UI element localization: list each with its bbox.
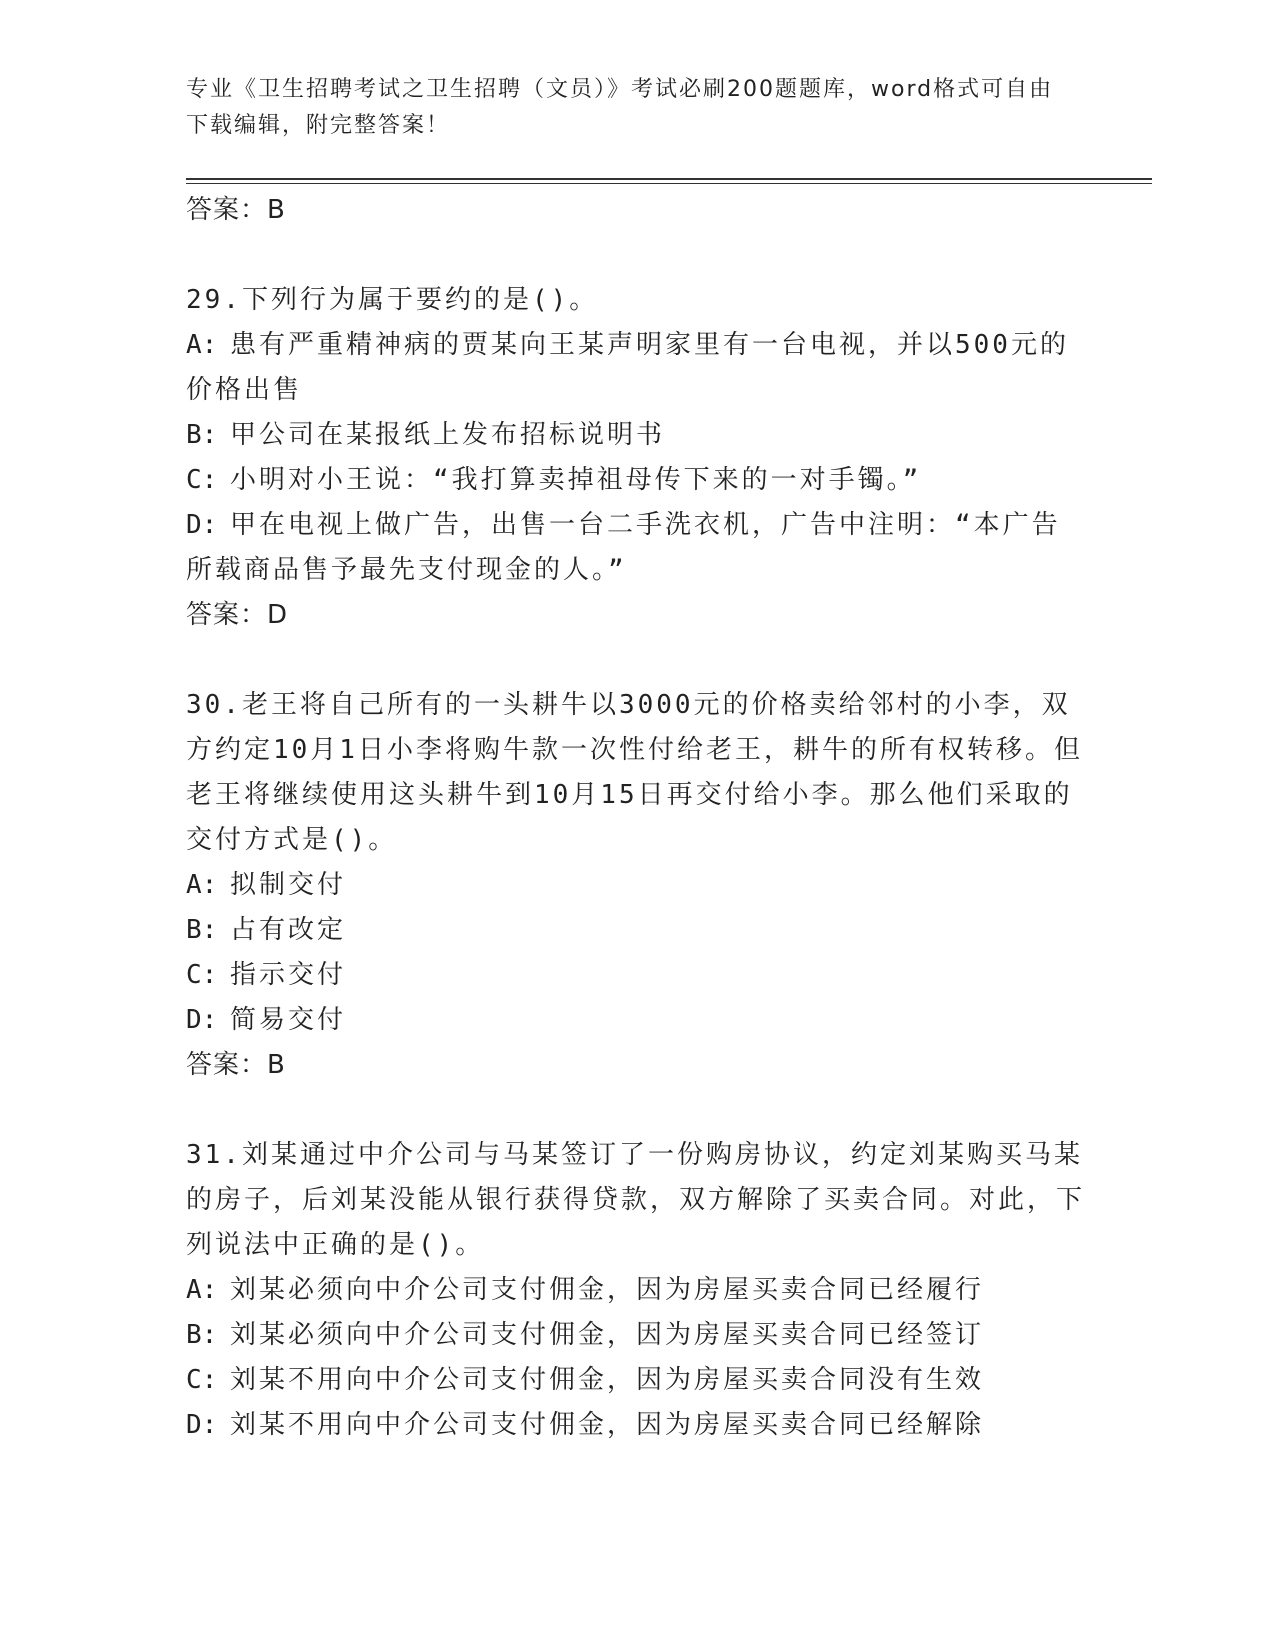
option-b: [186, 1313, 1086, 1358]
option-text: 刘某必须向中介公司支付佣金，因为房屋买卖合同已经履行: [230, 1275, 985, 1305]
question-stem: 30.老王将自己所有的一头耕牛以3000元的价格卖给邻村的小李，双方约定10月1日小李将购牛款一次性付给老王，耕牛的所有权转移。但老王将继续使用这头耕牛到10月15日再交付给小李。那么他们采取的交付方式是()。: [186, 690, 1083, 855]
question-29: [186, 278, 1086, 638]
option-text: 小明对小王说：“我打算卖掉祖母传下来的一对手镯。”: [230, 465, 922, 495]
option-d: [186, 1403, 1086, 1448]
option-letter: A:: [186, 330, 218, 360]
option-text: 简易交付: [230, 1005, 347, 1035]
option-c: [186, 1358, 1086, 1403]
option-b: [186, 413, 1086, 458]
option-text: 刘某不用向中介公司支付佣金，因为房屋买卖合同已经解除: [230, 1410, 985, 1440]
option-letter: C:: [186, 960, 218, 990]
question-30: [186, 683, 1086, 1088]
option-letter: C:: [186, 465, 218, 495]
option-a: [186, 323, 1086, 413]
option-letter: D:: [186, 1410, 218, 1440]
option-letter: B:: [186, 915, 218, 945]
option-text: 拟制交付: [230, 870, 347, 900]
option-text: 甲在电视上做广告，出售一台二手洗衣机，广告中注明：“本广告所载商品售予最先支付现金的人。”: [186, 510, 1061, 585]
question-answer: 答案：D: [186, 600, 289, 630]
document-body: [186, 188, 1086, 1448]
option-text: 占有改定: [230, 915, 347, 945]
option-text: 刘某必须向中介公司支付佣金，因为房屋买卖合同已经签订: [230, 1320, 985, 1350]
option-letter: B:: [186, 1320, 218, 1350]
header-rule-thick: [186, 178, 1152, 180]
option-c: [186, 458, 1086, 503]
option-letter: B:: [186, 420, 218, 450]
page-header: 专业《卫生招聘考试之卫生招聘（文员）》考试必刷200题题库，word格式可自由下载编辑，附完整答案！: [186, 77, 1054, 138]
question-stem: 31.刘某通过中介公司与马某签订了一份购房协议，约定刘某购买马某的房子，后刘某没能从银行获得贷款，双方解除了买卖合同。对此，下列说法中正确的是()。: [186, 1140, 1086, 1260]
option-text: 患有严重精神病的贾某向王某声明家里有一台电视，并以500元的价格出售: [186, 330, 1069, 405]
option-text: 甲公司在某报纸上发布招标说明书: [230, 420, 666, 450]
previous-answer: 答案：B: [186, 195, 286, 225]
option-c: [186, 953, 1086, 998]
option-letter: D:: [186, 1005, 218, 1035]
option-d: [186, 503, 1086, 593]
option-d: [186, 998, 1086, 1043]
question-stem: 29.下列行为属于要约的是()。: [186, 285, 599, 315]
option-text: 刘某不用向中介公司支付佣金，因为房屋买卖合同没有生效: [230, 1365, 985, 1395]
question-31: [186, 1133, 1086, 1448]
option-text: 指示交付: [230, 960, 347, 990]
option-letter: A:: [186, 870, 218, 900]
header-rule-thin: [186, 183, 1152, 184]
option-a: [186, 1268, 1086, 1313]
option-b: [186, 908, 1086, 953]
option-letter: C:: [186, 1365, 218, 1395]
option-letter: A:: [186, 1275, 218, 1305]
option-letter: D:: [186, 510, 218, 540]
option-a: [186, 863, 1086, 908]
question-answer: 答案：B: [186, 1050, 286, 1080]
